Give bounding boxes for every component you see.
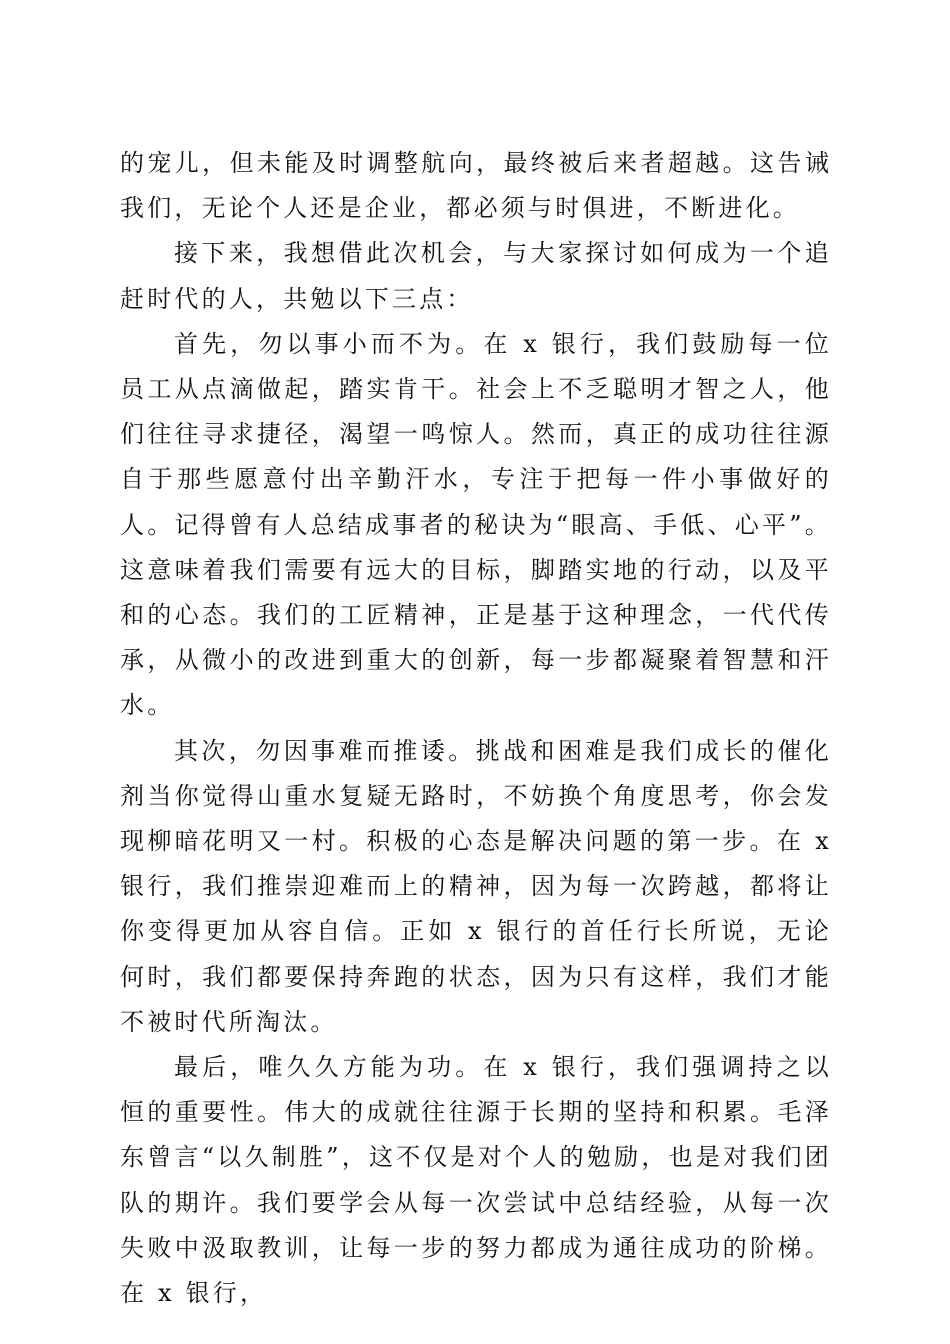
paragraph-continuation: 的宠儿，但未能及时调整航向，最终被后来者超越。这告诫我们，无论个人还是企业，都必须与时俱进，不断进化。: [120, 149, 832, 223]
paragraph-third-point: 最后，唯久久方能为功。在 x 银行，我们强调持之以恒的重要性。伟大的成就往往源于长期的坚持和积累。毛泽东曾言“以久制胜”，这不仅是对个人的勉励，也是对我们团队的期许。我们要学会从每一次尝试中总结经验，从每一次失败中汲取教训，让每一步的努力都成为通往成功的阶梯。在 x 银行，: [120, 1053, 832, 1308]
paragraph-first-point: 首先，勿以事小而不为。在 x 银行，我们鼓励每一位员工从点滴做起，踏实肯干。社会上不乏聪明才智之人，他们往往寻求捷径，渴望一鸣惊人。然而，真正的成功往往源自于那些愿意付出辛勤汗水，专注于把每一件小事做好的人。记得曾有人总结成事者的秘诀为“眼高、手低、心平”。这意味着我们需要有远大的目标，脚踏实地的行动，以及平和的心态。我们的工匠精神，正是基于这种理念，一代代传承，从微小的改进到重大的创新，每一步都凝聚着智慧和汗水。: [120, 329, 832, 720]
paragraph-second-point: 其次，勿因事难而推诿。挑战和困难是我们成长的催化剂当你觉得山重水复疑无路时，不妨换个角度思考，你会发现柳暗花明又一村。积极的心态是解决问题的第一步。在 x 银行，我们推崇迎难而上的精神，因为每一次跨越，都将让你变得更加从容自信。正如 x 银行的首任行长所说，无论何时，我们都要保持奔跑的状态，因为只有这样，我们才能不被时代所淘汰。: [120, 736, 832, 1036]
document-body: [120, 141, 832, 1316]
paragraph-intro-three-points: 接下来，我想借此次机会，与大家探讨如何成为一个追赶时代的人，共勉以下三点：: [120, 239, 832, 313]
